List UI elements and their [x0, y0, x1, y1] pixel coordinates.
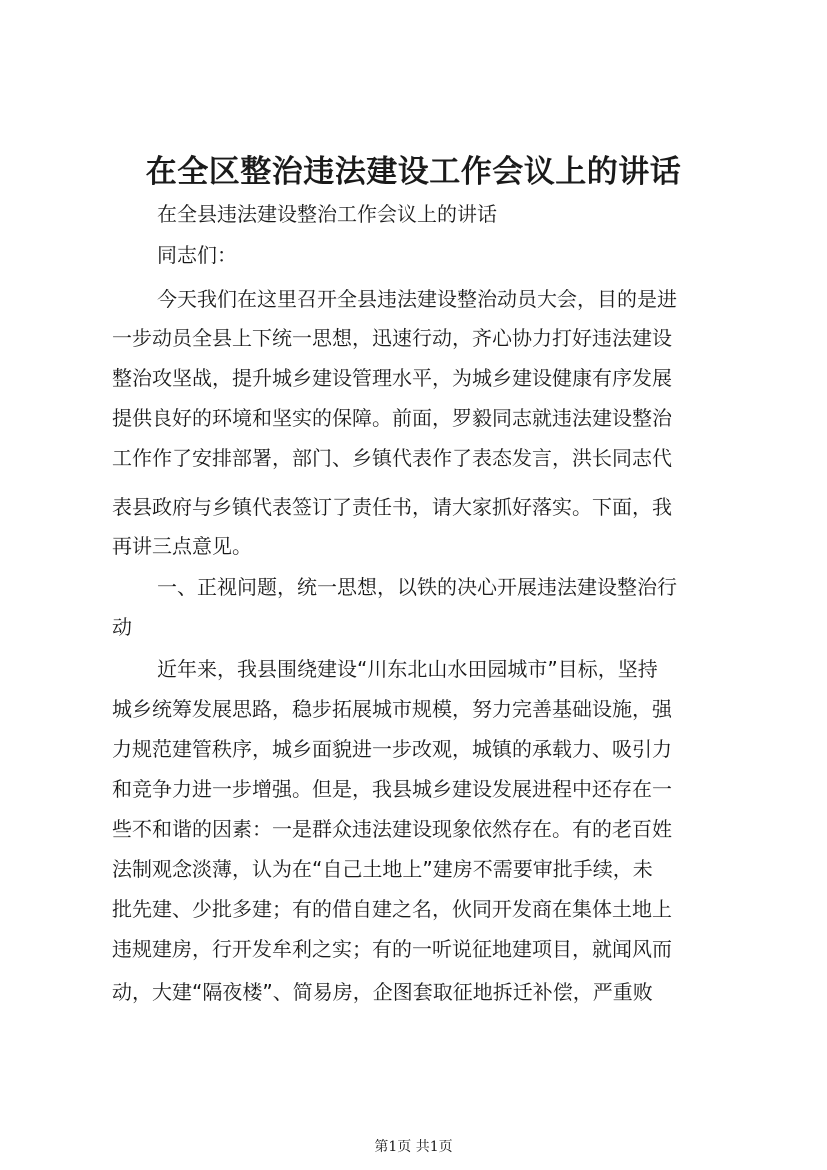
subtitle-line: 在全县违法建设整治工作会议上的讲话	[157, 202, 497, 226]
body-line: 表县政府与乡镇代表签订了责任书，请大家抓好落实。下面，我	[112, 495, 672, 519]
body-line: 和竞争力进一步增强。但是，我县城乡建设发展进程中还存在一	[112, 777, 672, 801]
salutation-line: 同志们：	[157, 243, 237, 267]
heading-line: 一、正视问题，统一思想，以铁的决心开展违法建设整治行	[157, 575, 677, 599]
heading-line: 动	[112, 615, 132, 639]
body-line: 今天我们在这里召开全县违法建设整治动员大会，目的是进	[157, 287, 677, 311]
body-line: 城乡统筹发展思路，稳步拓展城市规模，努力完善基础设施，强	[112, 697, 672, 721]
body-line: 些不和谐的因素：一是群众违法建设现象依然存在。有的老百姓	[112, 817, 672, 841]
body-line: 整治攻坚战，提升城乡建设管理水平，为城乡建设健康有序发展	[112, 366, 672, 390]
document-title: 在全区整治违法建设工作会议上的讲话	[145, 154, 682, 190]
body-line: 一步动员全县上下统一思想，迅速行动，齐心协力打好违法建设	[112, 326, 672, 350]
body-line: 工作作了安排部署，部门、乡镇代表作了表态发言，洪长同志代	[112, 446, 672, 470]
body-line: 动，大建“隔夜楼”、简易房，企图套取征地拆迁补偿，严重败	[112, 980, 653, 1004]
body-line: 违规建房，行开发牟利之实；有的一听说征地建项目，就闻风而	[112, 937, 672, 961]
body-line: 力规范建管秩序，城乡面貌进一步改观，城镇的承载力、吸引力	[112, 737, 672, 761]
body-line: 近年来，我县围绕建设“川东北山水田园城市”目标，坚持	[157, 657, 658, 681]
page-footer: 第1页 共1页	[374, 1139, 453, 1155]
body-line: 提供良好的环境和坚实的保障。前面，罗毅同志就违法建设整治	[112, 406, 672, 430]
body-line: 再讲三点意见。	[112, 534, 252, 558]
body-line: 批先建、少批多建；有的借自建之名，伙同开发商在集体土地上	[112, 897, 672, 921]
body-line: 法制观念淡薄，认为在“自己土地上”建房不需要审批手续，未	[112, 857, 653, 881]
